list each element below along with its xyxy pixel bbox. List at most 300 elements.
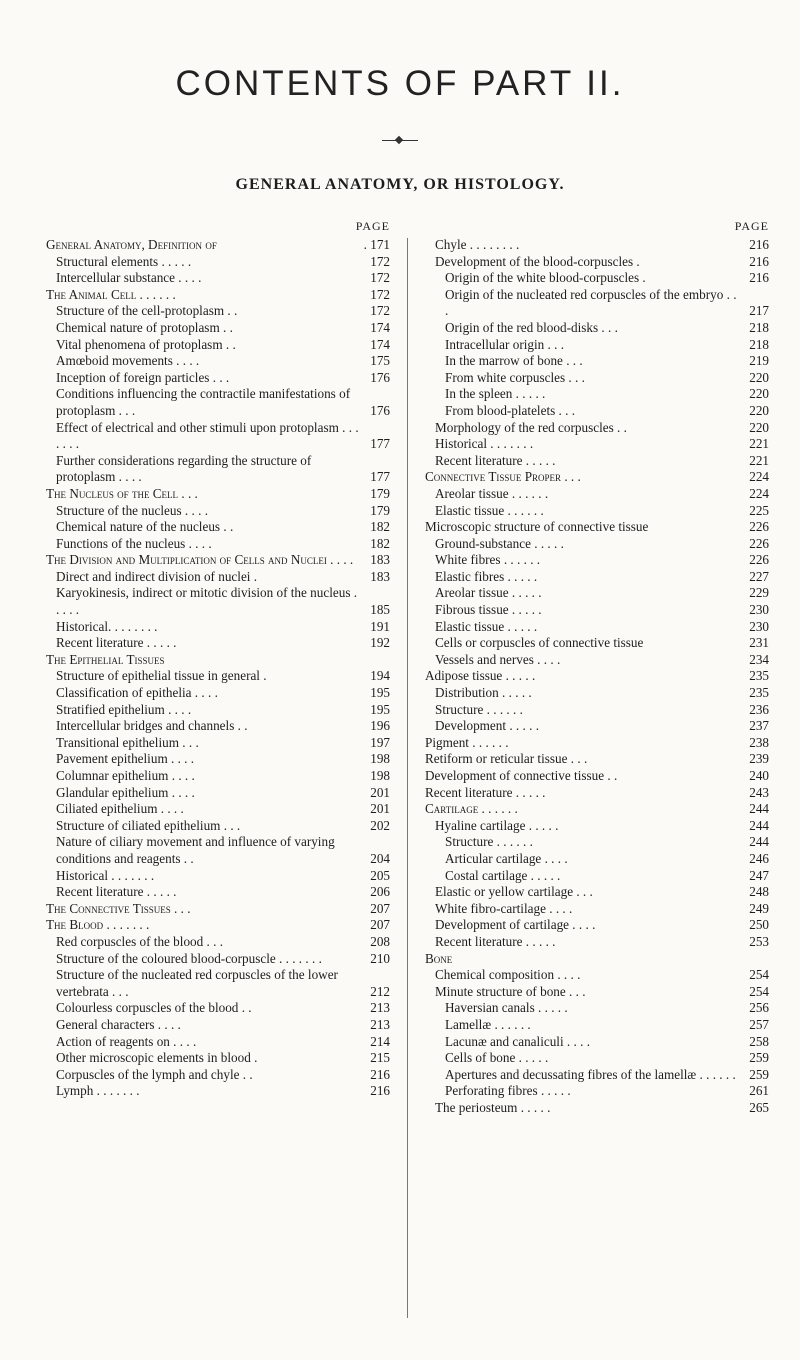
toc-entry-title: The Blood . . . . . . .	[46, 917, 150, 933]
toc-entry-title: Pavement epithelium . . . .	[56, 751, 195, 767]
toc-entry	[46, 967, 390, 1000]
toc-entry-page: 213	[370, 1000, 390, 1016]
toc-entry-page: 237	[749, 718, 769, 734]
toc-entry-page: 179	[370, 485, 390, 501]
toc-entry-title: The Division and Multiplication of Cells and Nuclei . . . .	[46, 552, 354, 568]
toc-entry	[46, 386, 390, 419]
toc-entry-title: Elastic tissue . . . . .	[435, 618, 538, 634]
toc-entry	[425, 967, 769, 984]
toc-entry-page: 216	[370, 1066, 390, 1082]
toc-entry-title: Recent literature . . . . .	[56, 635, 177, 651]
toc-entry-title: Retiform or reticular tissue . . .	[425, 751, 588, 767]
toc-entry-page: 240	[749, 768, 769, 783]
toc-entry-page: 182	[370, 535, 390, 551]
toc-entry-title: Structure of the coloured blood-corpuscle . . . . . . .	[56, 950, 322, 966]
toc-entry-title: Classification of epithelia . . . .	[56, 685, 218, 701]
toc-entry-title: Structure of the nucleated red corpuscles of the lower vertebrata . . .	[56, 967, 338, 999]
toc-entry	[425, 436, 769, 453]
toc-entry-page: 177	[370, 436, 390, 452]
toc-entry-title: In the marrow of bone . . .	[445, 353, 583, 369]
toc-entry	[46, 884, 390, 901]
toc-entry-title: Morphology of the red corpuscles . .	[435, 419, 627, 435]
toc-entry-title: Glandular epithelium . . . .	[56, 784, 195, 800]
toc-entry-page: 229	[749, 585, 769, 601]
toc-entry	[425, 569, 769, 586]
toc-entry-title: Vital phenomena of protoplasm . .	[56, 336, 236, 352]
toc-entry-page: 225	[749, 502, 769, 518]
toc-entry-page: 220	[749, 386, 769, 402]
toc-entry-page: 216	[749, 253, 769, 269]
toc-entry	[425, 1083, 769, 1100]
toc-entry-page: 226	[749, 535, 769, 551]
toc-entry	[46, 652, 390, 669]
toc-entry-title: Structure . . . . . .	[435, 701, 523, 717]
toc-entry-page: 214	[370, 1033, 390, 1049]
toc-entry	[425, 635, 769, 652]
toc-entry	[425, 917, 769, 934]
toc-entry	[425, 834, 769, 851]
toc-entry-title: Recent literature . . . . .	[56, 884, 177, 900]
toc-entry-page: 204	[370, 850, 390, 866]
toc-entry-page: 258	[749, 1033, 769, 1049]
toc-entry-page: 195	[370, 685, 390, 701]
toc-entry	[46, 519, 390, 536]
toc-entry	[425, 652, 769, 669]
toc-entry-title: Chemical nature of the nucleus . .	[56, 519, 234, 535]
toc-entry-title: Adipose tissue . . . . .	[425, 668, 536, 684]
toc-entry-page: . 171	[363, 237, 390, 252]
toc-entry-title: The periosteum . . . . .	[435, 1099, 551, 1115]
toc-entry-title: From white corpuscles . . .	[445, 369, 585, 385]
toc-entry	[46, 552, 390, 569]
toc-entry	[425, 1050, 769, 1067]
toc-entry-page: 182	[370, 519, 390, 535]
toc-entry-page: 248	[749, 884, 769, 900]
toc-entry-page: 218	[749, 336, 769, 352]
toc-entry-page: 257	[749, 1016, 769, 1032]
toc-entry-title: Bone	[425, 950, 453, 966]
toc-entry-page: 207	[370, 917, 390, 933]
toc-entry-page: 220	[749, 369, 769, 385]
contents-right-column	[425, 215, 769, 1116]
toc-entry-title: Pigment . . . . . .	[425, 734, 509, 750]
toc-entry-title: Colourless corpuscles of the blood . .	[56, 1000, 252, 1016]
toc-entry-page: 174	[370, 319, 390, 335]
toc-entry-title: In the spleen . . . . .	[445, 386, 546, 402]
toc-entry-page: 236	[749, 701, 769, 717]
toc-entry-title: Ground-substance . . . . .	[435, 535, 564, 551]
toc-entry-page: 235	[749, 668, 769, 684]
toc-entry	[425, 585, 769, 602]
toc-entry	[46, 237, 390, 254]
toc-entry-title: Areolar tissue . . . . .	[435, 585, 542, 601]
toc-entry-page: 224	[749, 469, 769, 485]
toc-entry	[425, 386, 769, 403]
toc-entry-title: Structure of the nucleus . . . .	[56, 502, 208, 518]
toc-entry	[425, 818, 769, 835]
toc-entry-page: 220	[749, 402, 769, 418]
toc-entry-title: Vessels and nerves . . . .	[435, 651, 561, 667]
toc-entry-title: Costal cartilage . . . . .	[445, 867, 561, 883]
toc-entry	[46, 320, 390, 337]
toc-entry	[425, 503, 769, 520]
toc-entry	[425, 619, 769, 636]
toc-entry-title: Development of the blood-corpuscles .	[435, 253, 640, 269]
toc-entry	[46, 287, 390, 304]
toc-entry-page: 179	[370, 502, 390, 518]
toc-entry	[46, 1017, 390, 1034]
toc-entry	[46, 619, 390, 636]
toc-entry-title: Areolar tissue . . . . . .	[435, 485, 549, 501]
toc-entry	[425, 536, 769, 553]
toc-entry-title: Fibrous tissue . . . . .	[435, 602, 542, 618]
toc-entry-title: Recent literature . . . . .	[435, 452, 556, 468]
toc-entry	[425, 801, 769, 818]
toc-entry-page: 194	[370, 668, 390, 684]
toc-entry-title: Elastic tissue . . . . . .	[435, 502, 544, 518]
toc-entry-title: Elastic fibres . . . . .	[435, 568, 538, 584]
toc-entry	[46, 1000, 390, 1017]
toc-entry-title: Apertures and decussating fibres of the lamellæ . . . . . .	[445, 1066, 736, 1082]
toc-entry-page: 202	[370, 817, 390, 833]
page-column-label: PAGE	[355, 219, 390, 233]
toc-entry	[425, 1000, 769, 1017]
toc-entry-title: Functions of the nucleus . . . .	[56, 535, 212, 551]
toc-entry	[46, 801, 390, 818]
toc-entry-page: 259	[749, 1050, 769, 1066]
toc-entry	[46, 718, 390, 735]
toc-entry	[425, 868, 769, 885]
toc-entry-title: Columnar epithelium . . . .	[56, 768, 195, 783]
toc-entry-page: 198	[370, 768, 390, 783]
toc-entry-title: Lacunæ and canaliculi . . . .	[445, 1033, 591, 1049]
toc-entry	[425, 337, 769, 354]
toc-entry-title: Microscopic structure of connective tissue	[425, 519, 649, 535]
toc-entry	[425, 851, 769, 868]
toc-entry-title: Ciliated epithelium . . . .	[56, 801, 184, 817]
toc-entry-title: Historical . . . . . . .	[435, 436, 534, 452]
toc-entry	[46, 370, 390, 387]
toc-entry	[46, 270, 390, 287]
toc-entry-page: 254	[749, 983, 769, 999]
toc-entry	[46, 768, 390, 785]
toc-entry-page: 195	[370, 701, 390, 717]
toc-entry-page: 244	[749, 817, 769, 833]
toc-entry	[425, 469, 769, 486]
toc-entry-title: Structure of ciliated epithelium . . .	[56, 817, 241, 833]
toc-entry-page: 244	[749, 834, 769, 850]
toc-entry	[425, 901, 769, 918]
toc-entry	[425, 1067, 769, 1084]
toc-entry	[425, 370, 769, 387]
toc-entry-title: Cells or corpuscles of connective tissue	[435, 635, 644, 651]
toc-entry	[46, 453, 390, 486]
toc-entry-page: 201	[370, 784, 390, 800]
toc-entry	[425, 420, 769, 437]
toc-entry	[425, 320, 769, 337]
toc-entry	[425, 735, 769, 752]
toc-entry	[425, 552, 769, 569]
toc-entry-page: 218	[749, 319, 769, 335]
page-title: CONTENTS OF PART II.	[175, 64, 625, 103]
toc-entry	[46, 951, 390, 968]
toc-entry-title: Development . . . . .	[435, 718, 540, 734]
toc-entry-title: Intracellular origin . . .	[445, 336, 565, 352]
toc-entry-page: 256	[749, 1000, 769, 1016]
page-column-label: PAGE	[734, 219, 769, 233]
toc-entry	[46, 353, 390, 370]
toc-entry	[46, 254, 390, 271]
toc-entry	[46, 337, 390, 354]
toc-entry-page: 246	[749, 850, 769, 866]
section-subtitle: GENERAL ANATOMY, OR HISTOLOGY.	[235, 176, 565, 193]
toc-entry-title: Conditions influencing the contractile manifestations of protoplasm . . .	[56, 386, 351, 418]
toc-entry	[425, 718, 769, 735]
toc-entry-page: 217	[749, 303, 769, 319]
toc-entry-page: 235	[749, 685, 769, 701]
toc-entry	[425, 984, 769, 1001]
toc-entry-title: Distribution . . . . .	[435, 685, 532, 701]
toc-entry	[46, 1083, 390, 1100]
toc-entry-page: 201	[370, 801, 390, 817]
toc-entry-title: Historical . . . . . . .	[56, 867, 155, 883]
toc-entry-title: Elastic or yellow cartilage . . .	[435, 884, 593, 900]
toc-entry-title: Recent literature . . . . .	[425, 784, 546, 800]
toc-entry-title: Intercellular bridges and channels . .	[56, 718, 248, 734]
toc-entry-title: The Epithelial Tissues	[46, 651, 165, 667]
toc-entry-page: 226	[749, 519, 769, 535]
toc-entry	[425, 1017, 769, 1034]
toc-entry-page: 196	[370, 718, 390, 734]
toc-entry-page: 226	[749, 552, 769, 568]
toc-entry-title: From blood-platelets . . .	[445, 402, 576, 418]
toc-entry	[425, 453, 769, 470]
right-entries	[425, 237, 769, 1116]
toc-entry-page: 197	[370, 734, 390, 750]
title-ornament	[382, 140, 418, 141]
toc-entry-page: 205	[370, 867, 390, 883]
toc-entry-page: 230	[749, 618, 769, 634]
toc-entry	[46, 702, 390, 719]
toc-entry-title: Inception of foreign particles . . .	[56, 369, 230, 385]
toc-entry-page: 227	[749, 568, 769, 584]
toc-entry	[425, 785, 769, 802]
toc-entry-page: 172	[370, 270, 390, 286]
toc-entry-page: 183	[370, 552, 390, 568]
toc-entry-title: White fibres . . . . . .	[435, 552, 541, 568]
toc-entry-page: 238	[749, 734, 769, 750]
toc-entry	[46, 420, 390, 453]
toc-entry-page: 247	[749, 867, 769, 883]
toc-entry-title: Development of connective tissue . .	[425, 768, 618, 783]
toc-entry-page: 243	[749, 784, 769, 800]
toc-entry-title: Hyaline cartilage . . . . .	[435, 817, 559, 833]
toc-entry	[46, 1050, 390, 1067]
toc-entry-title: Minute structure of bone . . .	[435, 983, 586, 999]
toc-entry-title: Connective Tissue Proper . . .	[425, 469, 581, 485]
toc-entry	[46, 934, 390, 951]
toc-entry	[46, 303, 390, 320]
toc-entry	[425, 934, 769, 951]
toc-entry	[425, 287, 769, 320]
toc-entry	[425, 685, 769, 702]
toc-entry-page: 221	[749, 452, 769, 468]
toc-entry-page: 259	[749, 1066, 769, 1082]
toc-entry	[46, 1067, 390, 1084]
toc-entry	[425, 702, 769, 719]
toc-entry-title: Direct and indirect division of nuclei .	[56, 568, 258, 584]
toc-entry-page: 175	[370, 353, 390, 369]
toc-entry-page: 183	[370, 568, 390, 584]
toc-entry-page: 192	[370, 635, 390, 651]
toc-entry-title: Structure . . . . . .	[445, 834, 533, 850]
toc-entry	[425, 403, 769, 420]
toc-entry-page: 177	[370, 469, 390, 485]
toc-entry-page: 212	[370, 983, 390, 999]
toc-entry	[46, 917, 390, 934]
toc-entry	[46, 585, 390, 618]
toc-entry	[425, 270, 769, 287]
toc-entry-title: The Animal Cell . . . . . .	[46, 286, 176, 302]
toc-entry	[425, 768, 769, 785]
toc-entry-page: 244	[749, 801, 769, 817]
toc-entry-page: 213	[370, 1016, 390, 1032]
toc-entry-title: Origin of the nucleated red corpuscles of the embryo . . .	[445, 286, 737, 319]
toc-entry-title: White fibro-cartilage . . . .	[435, 900, 573, 916]
toc-entry	[46, 536, 390, 553]
toc-entry-title: Haversian canals . . . . .	[445, 1000, 568, 1016]
left-entries	[46, 237, 390, 1100]
contents-left-column	[46, 215, 390, 1100]
toc-entry-title: The Connective Tissues . . .	[46, 900, 191, 916]
toc-entry-title: Origin of the white blood-corpuscles .	[445, 270, 646, 286]
toc-entry-page: 234	[749, 651, 769, 667]
toc-entry-title: Perforating fibres . . . . .	[445, 1083, 571, 1099]
toc-entry	[425, 751, 769, 768]
toc-entry-title: Structural elements . . . . .	[56, 253, 192, 269]
toc-entry	[46, 569, 390, 586]
toc-entry	[46, 486, 390, 503]
toc-entry-page: 216	[749, 270, 769, 286]
toc-entry	[46, 834, 390, 867]
toc-entry-page: 224	[749, 485, 769, 501]
toc-entry-page: 215	[370, 1050, 390, 1066]
toc-entry	[425, 668, 769, 685]
toc-entry-title: Chemical nature of protoplasm . .	[56, 319, 233, 335]
toc-entry-page: 176	[370, 369, 390, 385]
toc-entry-title: Structure of the cell-protoplasm . .	[56, 303, 238, 319]
toc-entry-title: Corpuscles of the lymph and chyle . .	[56, 1066, 253, 1082]
toc-entry	[46, 818, 390, 835]
toc-entry-title: Stratified epithelium . . . .	[56, 701, 192, 717]
toc-entry-page: 191	[370, 618, 390, 634]
toc-entry-page: 250	[749, 917, 769, 933]
toc-entry-title: General characters . . . .	[56, 1016, 181, 1032]
toc-entry-title: General Anatomy, Definition of	[46, 237, 217, 252]
toc-entry-page: 265	[749, 1099, 769, 1115]
toc-entry-page: 176	[370, 402, 390, 418]
toc-entry-page: 253	[749, 933, 769, 949]
toc-entry-title: Karyokinesis, indirect or mitotic division of the nucleus . . . . .	[56, 585, 358, 618]
toc-entry-title: Action of reagents on . . . .	[56, 1033, 197, 1049]
toc-entry-title: Effect of electrical and other stimuli upon protoplasm . . . . . . .	[56, 419, 359, 452]
toc-entry-title: Other microscopic elements in blood .	[56, 1050, 258, 1066]
toc-entry-page: 249	[749, 900, 769, 916]
toc-entry	[425, 1034, 769, 1051]
toc-entry-title: Structure of epithelial tissue in general .	[56, 668, 267, 684]
toc-entry-title: Historical. . . . . . . .	[56, 618, 158, 634]
toc-entry	[425, 486, 769, 503]
toc-entry-page: 220	[749, 419, 769, 435]
toc-entry-page: 239	[749, 751, 769, 767]
toc-entry-page: 172	[370, 286, 390, 302]
toc-entry-title: Nature of ciliary movement and influence of varying conditions and reagents . .	[56, 834, 335, 866]
toc-entry-page: 206	[370, 884, 390, 900]
toc-entry	[46, 751, 390, 768]
toc-entry-title: Red corpuscles of the blood . . .	[56, 933, 224, 949]
toc-entry	[425, 519, 769, 536]
toc-entry	[46, 635, 390, 652]
toc-entry-title: Lamellæ . . . . . .	[445, 1016, 531, 1032]
toc-entry	[46, 668, 390, 685]
toc-entry-page: 210	[370, 950, 390, 966]
toc-entry-title: Chyle . . . . . . . .	[435, 237, 520, 252]
toc-entry-page: 221	[749, 436, 769, 452]
toc-entry	[46, 685, 390, 702]
toc-entry-page: 254	[749, 967, 769, 983]
toc-entry-title: Lymph . . . . . . .	[56, 1083, 140, 1099]
toc-entry-page: 185	[370, 602, 390, 618]
toc-entry	[425, 951, 769, 968]
toc-entry-title: Further considerations regarding the structure of protoplasm . . . .	[56, 452, 312, 485]
toc-entry	[425, 254, 769, 271]
toc-entry	[46, 868, 390, 885]
toc-entry-title: Origin of the red blood-disks . . .	[445, 319, 618, 335]
toc-entry-page: 216	[749, 237, 769, 252]
toc-entry	[425, 602, 769, 619]
toc-entry-page: 172	[370, 303, 390, 319]
toc-entry	[425, 237, 769, 254]
toc-entry-page: 230	[749, 602, 769, 618]
toc-entry-title: Cells of bone . . . . .	[445, 1050, 549, 1066]
toc-entry-page: 231	[749, 635, 769, 651]
toc-entry-page: 174	[370, 336, 390, 352]
toc-entry-title: Transitional epithelium . . .	[56, 734, 199, 750]
toc-entry-title: Amœboid movements . . . .	[56, 353, 200, 369]
toc-entry-title: Recent literature . . . . .	[435, 933, 556, 949]
column-divider	[407, 238, 408, 1318]
toc-entry	[425, 353, 769, 370]
toc-entry-page: 208	[370, 933, 390, 949]
toc-entry-page: 198	[370, 751, 390, 767]
toc-entry	[425, 1100, 769, 1117]
toc-entry-title: Articular cartilage . . . .	[445, 850, 568, 866]
toc-entry-page: 207	[370, 900, 390, 916]
toc-entry	[425, 884, 769, 901]
toc-entry	[46, 785, 390, 802]
toc-entry-page: 216	[370, 1083, 390, 1099]
toc-entry	[46, 735, 390, 752]
toc-entry-page: 261	[749, 1083, 769, 1099]
toc-entry-title: Development of cartilage . . . .	[435, 917, 596, 933]
toc-entry	[46, 901, 390, 918]
toc-entry-title: Cartilage . . . . . .	[425, 801, 518, 817]
toc-entry-page: 219	[749, 353, 769, 369]
toc-entry-title: Intercellular substance . . . .	[56, 270, 202, 286]
toc-entry	[46, 1034, 390, 1051]
toc-entry-page: 172	[370, 253, 390, 269]
toc-entry-title: The Nucleus of the Cell . . .	[46, 485, 198, 501]
